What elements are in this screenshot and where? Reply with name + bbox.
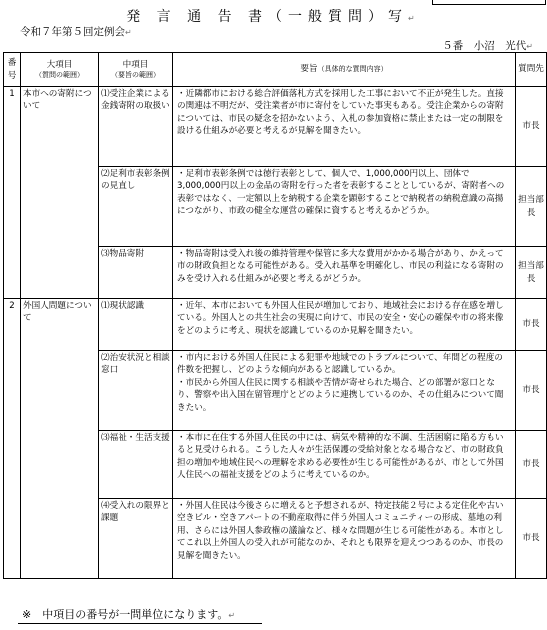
header-target: 質問先: [516, 53, 547, 87]
header-middle: 中項目 （要旨の範囲）: [99, 53, 173, 87]
question-target: 市長: [516, 87, 547, 167]
question-number: 2: [4, 299, 21, 579]
table-row: [4, 87, 547, 167]
gist-text: ・近隣都市における総合評価落札方式を採用した工事において不正が発生した。直接の関連は不明だが、受注業者が市に寄付をしていた事実もある。受注企業からの寄附については、市民の疑念を招かないよう、入札の参加資格に禁止または一定の制限を設ける仕組みが必要と考えるが見解を聞きたい。: [173, 87, 516, 167]
question-target: 市長: [516, 351, 547, 431]
header-number: 番号: [4, 53, 21, 87]
gist-text: ・足利市表彰条例では徳行表彰として、個人で、1,000,000円以上、団体で3,000,000円以上の金品の寄附を行った者を表彰することとしているが、寄附者への表彰ではなく、一定額以上を納税する企業を顕彰することで納税者の納税意識の高揚につながり、市政の健全な運営の確保に資すると考えるかどうか。: [173, 167, 516, 247]
gist-text: ・本市に在住する外国人住民の中には、病気や精神的な不調、生活困窮に陥る方もいると見受けられる。こうした人々が生活保護の受給対象となる場合など、市の財政負担の増加や地域住民への理解を求める必要性が生じる可能性があるが、市として外国人住民への福祉支援をどのように考えているのか。: [173, 431, 516, 499]
session-label: 令和７年第５回定例会↵: [20, 26, 132, 38]
gist-text: ・近年、本市においても外国人住民が増加しており、地域社会における存在感を増している。外国人との共生社会の実現に向けて、市民の安全・安心の確保や市の将来像をどのように考え、現状を認識しているのか見解を聞きたい。: [173, 299, 516, 351]
document-title: 発 言 通 告 書（一般質問）写↵: [126, 9, 421, 25]
middle-item: ⑶福祉・生活支援: [99, 431, 173, 499]
question-target: 市長: [516, 499, 547, 579]
middle-item: ⑵治安状況と相談窓口: [99, 351, 173, 431]
gist-text: ・物品寄附は受入れ後の維持管理や保管に多大な費用がかかる場合があり、かえって市の財政負担となる可能性がある。受入れ基準を明確化し、市民の利益になる寄附のみを受け入れる仕組みが必要と考えるがどうか。: [173, 247, 516, 299]
header-gist: 要旨（具体的な質問内容）: [173, 53, 516, 87]
question-target: 市長: [516, 299, 547, 351]
middle-item: ⑶物品寄附: [99, 247, 173, 299]
gist-text: ・市内における外国人住民による犯罪や地域でのトラブルについて、年間どの程度の件数を把握し、どのような傾向があると認識しているか。 ・市民から外国人住民に関する相談や苦情が寄せられた場合、どの部署が窓口となり、警察や出入国在留管理庁とどのように連携しているのか、その仕組みについて聞きたい。: [173, 351, 516, 431]
middle-item: ⑴現状認識: [99, 299, 173, 351]
question-table: [3, 52, 547, 579]
middle-item: ⑵足利市表彰条例の見直し: [99, 167, 173, 247]
gist-text: ・外国人住民は今後さらに増えると予想されるが、特定技能２号による定住化や古い空きビル・空きアパートの不動産取得に伴う外国人コミュニティーの形成、墓地の利用、さらには外国人参政権の議論など、様々な問題が生じる可能性がある。本市としてこれ以上外国人の受入れが可能なのか、それとも限界を迎えつつあるのか、市長の見解を聞きたい。: [173, 499, 516, 579]
header-box-frame: [432, 0, 546, 5]
question-number: 1: [4, 87, 21, 299]
footnote: ※ 中項目の番号が一問単位になります。↵: [22, 608, 236, 621]
question-target: 担当部長: [516, 247, 547, 299]
middle-item: ⑴受注企業による金銭寄附の取扱い: [99, 87, 173, 167]
footnote-underline: [18, 623, 262, 624]
middle-item: ⑷受入れの限界と課題: [99, 499, 173, 579]
question-target: 市長: [516, 431, 547, 499]
header-row: [4, 53, 547, 87]
header-major: 大項目 （質問の範囲）: [21, 53, 99, 87]
table-row: [4, 299, 547, 351]
author-label: ５番 小沼 光代↵: [442, 40, 533, 52]
major-item: 本市への寄附について: [21, 87, 99, 299]
question-target: 担当部長: [516, 167, 547, 247]
major-item: 外国人問題について: [21, 299, 99, 579]
